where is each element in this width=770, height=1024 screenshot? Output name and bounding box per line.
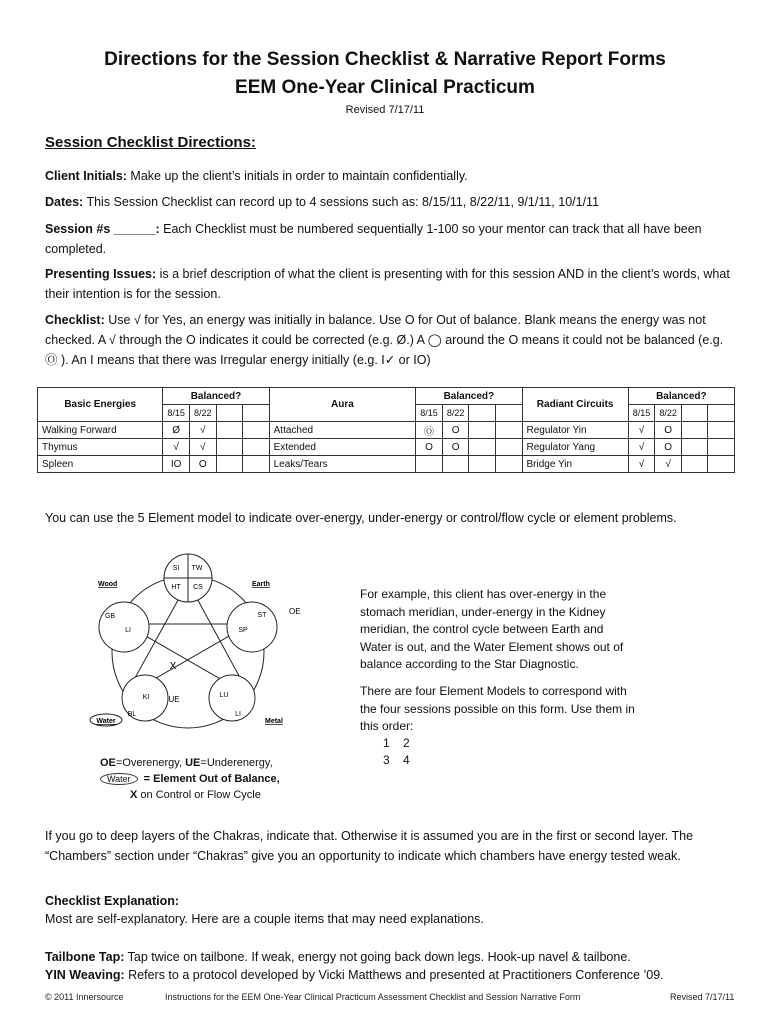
aura-name: Attached: [269, 422, 416, 439]
table-row: [38, 439, 735, 456]
water-oval-icon: Water: [100, 773, 138, 785]
sp-label: SP: [238, 627, 248, 634]
section-heading: Session Checklist Directions:: [45, 134, 256, 151]
mark-cell: √: [189, 439, 216, 456]
example-paragraph: For example, this client has over-energy in the stomach meridian, under-energy in the Kidney meridian, the control cycle between Earth and Water is out, and the Water Element shows out of balance according to the Star Diagnostic.: [360, 587, 624, 671]
water-label: Water: [96, 718, 116, 725]
element-models-paragraph: There are four Element Models to correspond with the four sessions possible on this form. Use them in this order:: [360, 684, 635, 733]
yin-weaving-paragraph: [45, 965, 745, 985]
aura-name: Extended: [269, 439, 416, 456]
radiant-circuit-name: Bridge Yin: [522, 456, 628, 473]
legend-line-3: [130, 789, 261, 801]
tailbone-paragraph: [45, 947, 745, 967]
legend-line-2: [100, 773, 280, 785]
x-text: on Control or Flow Cycle: [137, 789, 261, 801]
mark-cell: Ø: [163, 422, 190, 439]
sample-checklist-table: [37, 387, 735, 473]
checklist-text: Use √ for Yes, an energy was initially in balance. Use O for Out of balance. Blank means the energy was not checked. A √ through the O indicates it could be corrected (e.g. Ø.) A ◯ around the O means it could not be balanced (e.g. Ⓞ ). An I means that there was Irregular energy initially (e.g. I✓ or IO): [45, 313, 724, 367]
balanced-header: Balanced?: [416, 388, 522, 405]
earth-element-circle: [227, 602, 277, 652]
mark-cell: √: [189, 422, 216, 439]
element-out-text: = Element Out of Balance,: [143, 773, 280, 785]
client-initials-label: Client Initials:: [45, 169, 127, 183]
date-cell: 8/22: [655, 405, 682, 422]
basic-energy-name: Walking Forward: [38, 422, 163, 439]
explanation-label: Checklist Explanation:: [45, 894, 180, 908]
mark-cell: Ⓞ: [416, 422, 443, 439]
footer-copyright: © 2011 Innersource: [45, 992, 124, 1002]
revised-date: Revised 7/17/11: [345, 104, 425, 116]
radiant-circuit-name: Regulator Yin: [522, 422, 628, 439]
wood-element-circle: [99, 602, 149, 652]
footer-center: Instructions for the EEM One-Year Clinical Practicum Assessment Checklist and Session Narrative Form: [165, 992, 581, 1002]
balanced-header: Balanced?: [628, 388, 734, 405]
tailbone-text: Tap twice on tailbone. If weak, energy not going back down legs. Hook-up navel & tailbone.: [124, 950, 631, 964]
dates-paragraph: [45, 192, 735, 212]
liver-label: LI: [125, 627, 131, 634]
session-number-text: Each Checklist must be numbered sequentially 1-100 so your mentor can track that all have been completed.: [45, 222, 702, 256]
st-label: ST: [257, 612, 267, 619]
lung-li-label: LI: [235, 711, 241, 718]
date-cell: 8/15: [163, 405, 190, 422]
oe-abbr: OE: [100, 757, 116, 769]
mark-cell: [416, 456, 443, 473]
date-cell: 8/15: [628, 405, 655, 422]
yin-weaving-text: Refers to a protocol developed by Vicki Matthews and presented at Practitioners Conference ’09.: [124, 968, 664, 982]
si-label: SI: [172, 565, 180, 572]
mark-cell: √: [628, 456, 655, 473]
ht-label: HT: [171, 584, 181, 591]
chakras-paragraph: If you go to deep layers of the Chakras, indicate that. Otherwise it is assumed you are in the first or second layer. The “Chambers” section under “Chakras” give you an opportunity to indicate which chambers have energy tested weak.: [45, 829, 694, 863]
mark-cell: √: [628, 439, 655, 456]
table-row: [38, 422, 735, 439]
basic-energies-header: Basic Energies: [38, 388, 163, 422]
oe-label: OE: [289, 607, 301, 616]
balanced-header: Balanced?: [163, 388, 269, 405]
mark-cell: [442, 456, 469, 473]
radiant-circuit-name: Regulator Yang: [522, 439, 628, 456]
aura-header: Aura: [269, 388, 416, 422]
order-row-2: 3 4: [383, 753, 410, 767]
mark-cell: O: [655, 439, 682, 456]
date-cell: 8/22: [189, 405, 216, 422]
metal-label: Metal: [265, 718, 283, 725]
dates-label: Dates:: [45, 195, 84, 209]
dates-text: This Session Checklist can record up to 4 sessions such as: 8/15/11, 8/22/11, 9/1/11, 10/1/11: [83, 195, 600, 209]
basic-energy-name: Thymus: [38, 439, 163, 456]
mark-cell: O: [189, 456, 216, 473]
date-cell: 8/15: [416, 405, 443, 422]
checklist-explanation-text: Most are self-explanatory. Here are a couple items that may need explanations.: [45, 912, 484, 926]
gb-label: GB: [104, 613, 116, 620]
checklist-label: Checklist:: [45, 313, 105, 327]
metal-element-circle: [209, 675, 255, 721]
basic-energy-name: Spleen: [38, 456, 163, 473]
mark-cell: √: [628, 422, 655, 439]
aura-name: Leaks/Tears: [269, 456, 416, 473]
order-row-1: 1 2: [383, 736, 410, 750]
presenting-issues-paragraph: [45, 264, 735, 304]
mark-cell: O: [416, 439, 443, 456]
mark-cell: O: [442, 439, 469, 456]
five-element-diagram: [80, 552, 320, 742]
bl-label: BL: [127, 711, 137, 718]
presenting-issues-text: is a brief description of what the client is presenting with for this session AND in the client’s words, what their intention is for the session.: [45, 267, 730, 301]
mark-cell: O: [655, 422, 682, 439]
oe-text: =Overenergy,: [115, 757, 186, 769]
tailbone-label: Tailbone Tap:: [45, 950, 125, 964]
mark-cell: O: [442, 422, 469, 439]
tw-label: TW: [191, 565, 203, 572]
document-title: Directions for the Session Checklist & Narrative Report Forms: [104, 49, 666, 70]
checklist-paragraph: [45, 310, 735, 370]
session-number-label: Session #s ______:: [45, 222, 160, 236]
ue-abbr: UE: [185, 757, 201, 769]
table-row: [38, 456, 735, 473]
mark-cell: √: [163, 439, 190, 456]
x-abbr: X: [130, 789, 138, 801]
cs-label: CS: [193, 584, 203, 591]
table-header-row: [38, 388, 735, 405]
legend-line-1: [100, 757, 273, 769]
earth-label: Earth: [252, 581, 270, 588]
checklist-explanation-label: [45, 891, 735, 911]
footer-revised: Revised 7/17/11: [670, 992, 735, 1002]
session-number-paragraph: [45, 219, 735, 259]
wood-label: Wood: [98, 581, 118, 588]
mark-cell: √: [655, 456, 682, 473]
presenting-issues-label: Presenting Issues:: [45, 267, 157, 281]
radiant-circuits-header: Radiant Circuits: [522, 388, 628, 422]
lu-label: LU: [219, 692, 229, 699]
client-initials-text: Make up the client’s initials in order to maintain confidentially.: [126, 169, 468, 183]
five-element-paragraph: You can use the 5 Element model to indicate over-energy, under-energy or control/flow cycle or element problems.: [45, 511, 677, 525]
yin-weaving-label: YIN Weaving:: [45, 968, 125, 982]
ue-text: =Underenergy,: [200, 757, 273, 769]
x-mark: X: [169, 661, 177, 672]
ue-label: UE: [168, 695, 180, 704]
mark-cell: IO: [163, 456, 190, 473]
ki-label: KI: [142, 694, 150, 701]
document-subtitle: EEM One-Year Clinical Practicum: [235, 77, 535, 98]
client-initials-paragraph: [45, 166, 735, 186]
date-cell: 8/22: [442, 405, 469, 422]
